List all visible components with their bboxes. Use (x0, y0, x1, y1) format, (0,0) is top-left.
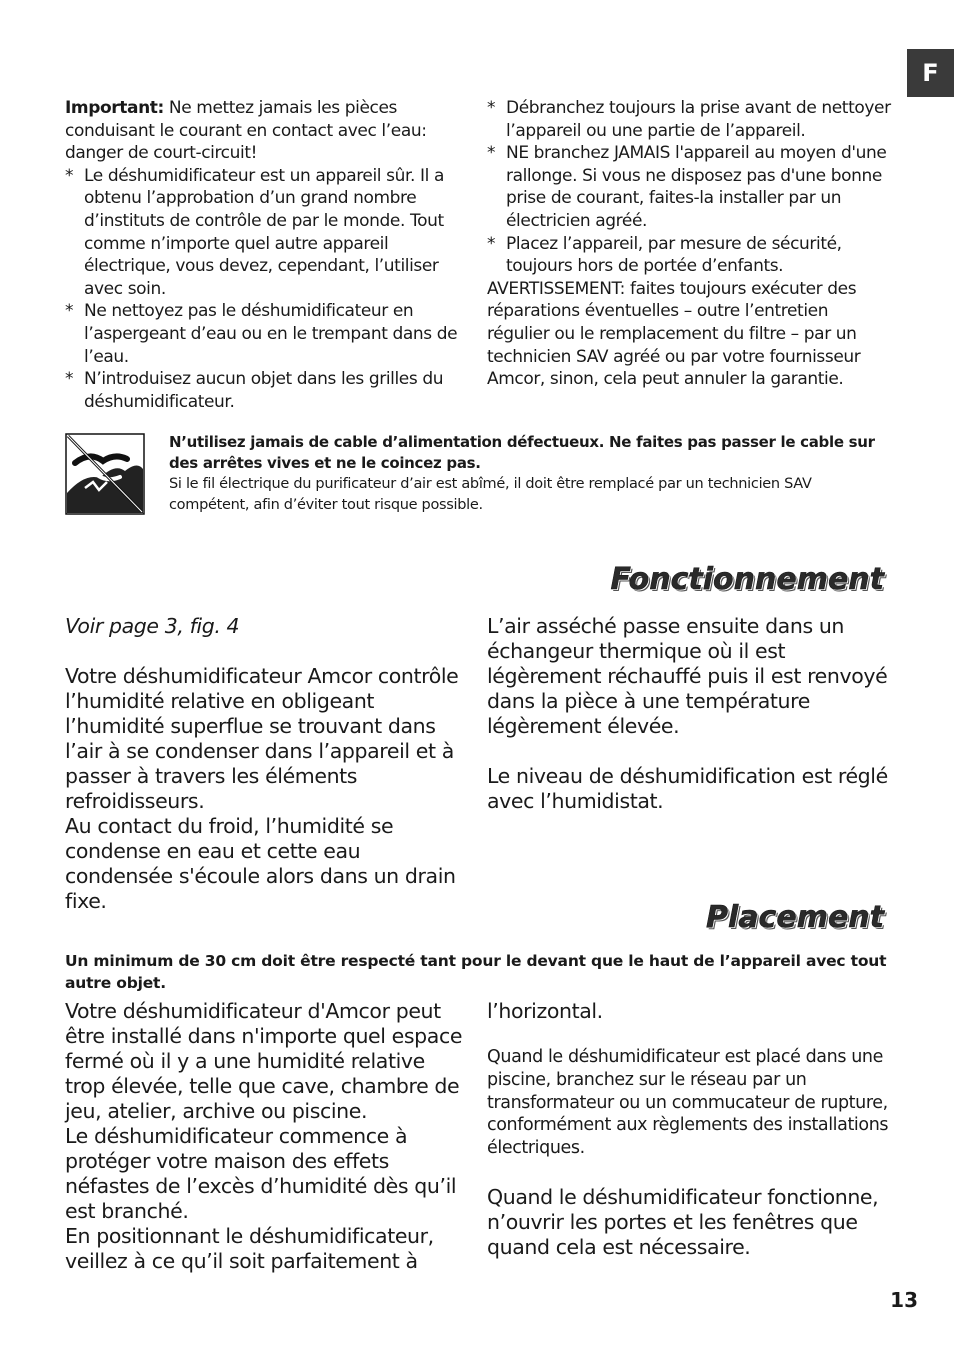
paragraph: Votre déshumidificateur Amcor contrôle l’humidité relative en obligeant l’humidité superflue se trouvant dans l’air à se condenser dans l’appareil et à passer à travers les éléments refroidisseurs. (65, 664, 459, 813)
important-paragraph (65, 97, 470, 165)
placement-right-column (487, 999, 892, 1260)
warning-paragraph: AVERTISSEMENT: faites toujours exécuter des réparations éventuelles – outre l’entretien régulier ou le remplacement du filtre – par un technicien SAV agréé ou par votre fournisseur Amcor, sinon, cela peut annuler la garantie. (487, 278, 861, 390)
bullet-star: * (65, 301, 74, 322)
list-item: * Ne nettoyez pas le déshumidificateur en l’aspergeant d’eau ou en le trempant dans de l’eau. (65, 301, 458, 367)
section-title-placement: Placement (706, 900, 884, 935)
page-number: 13 (890, 1288, 918, 1312)
paragraph: Votre déshumidificateur d'Amcor peut être installé dans n'importe quel espace fermé où il y a une humidité relative trop élevée, telle que cave, chambre de jeu, atelier, archive ou piscine. (65, 999, 463, 1123)
paragraph: Quand le déshumidificateur est placé dans une piscine, branchez sur le réseau par un transformateur ou un commucateur de rupture, conformément aux règlements des installations électriques. (487, 1047, 889, 1159)
bullet-star: * (65, 165, 74, 186)
paragraph: Le niveau de déshumidification est réglé avec l’humidistat. (487, 764, 888, 813)
paragraph: Le déshumidificateur commence à protéger votre maison des effets néfastes de l’excès d’humidité dès qu’il est branché. (65, 1124, 457, 1223)
important-text: Ne mettez jamais les pièces conduisant le courant en contact avec l’eau: danger de court-circuit! (65, 98, 427, 164)
cable-warning (169, 432, 889, 516)
cable-warning-bold: N’utilisez jamais de cable d’alimentation défectueux. Ne faites pas passer le cable sur des arrêtes vives et ne le coincez pas. (169, 433, 875, 472)
placement-left-column (65, 999, 470, 1274)
paragraph: En positionnant le déshumidificateur, veillez à ce qu’il soit parfaitement à (65, 1224, 434, 1273)
fonctionnement-right-column (487, 614, 892, 814)
list-item: * NE branchez JAMAIS l'appareil au moyen d'une rallonge. Si vous ne disposez pas d'une bonne prise de courant, faites-la installer par un électricien agréé. (487, 143, 887, 231)
language-tab (907, 49, 954, 97)
safety-right-column (487, 97, 892, 391)
list-item: * Débranchez toujours la prise avant de nettoyer l’appareil ou une partie de l’appareil. (487, 98, 891, 141)
bullet-star: * (65, 369, 74, 390)
important-label: Important: (65, 98, 164, 118)
list-item: * Le déshumidificateur est un appareil sûr. Il a obtenu l’approbation d’un grand nombre d’instituts de contrôle de par le monde. Tout comme n’importe quel autre appareil électrique, vous devez, cependant, l’utiliser avec soin. (65, 165, 444, 299)
paragraph: L’air asséché passe ensuite dans un échangeur thermique où il est légèrement réchauffé puis il est renvoyé dans la pièce à une température légèrement élevée. (487, 614, 888, 738)
bullet-star: * (487, 233, 496, 254)
language-tab-label: F (922, 59, 939, 87)
fonctionnement-left-column (65, 614, 470, 914)
damaged-cable-icon (65, 433, 145, 515)
figure-reference: Voir page 3, fig. 4 (65, 614, 240, 638)
bullet-star: * (487, 143, 496, 164)
paragraph: Quand le déshumidificateur fonctionne, n’ouvrir les portes et les fenêtres que quand cela est nécessaire. (487, 1184, 879, 1259)
placement-bold-note: Un minimum de 30 cm doit être respecté tant pour le devant que le haut de l’appareil avec tout autre objet. (65, 952, 887, 992)
bullet-star: * (487, 98, 496, 118)
cable-warning-normal: Si le fil électrique du purificateur d’air est abîmé, il doit être remplacé par un technicien SAV compétent, afin d’éviter tout risque possible. (169, 476, 812, 513)
paragraph: Au contact du froid, l’humidité se condense en eau et cette eau condensée s'écoule alors dans un drain fixe. (65, 814, 456, 913)
paragraph: l’horizontal. (487, 999, 603, 1023)
list-item: * N’introduisez aucun objet dans les grilles du déshumidificateur. (65, 369, 444, 412)
section-title-fonctionnement: Fonctionnement (610, 562, 884, 597)
list-item: * Placez l’appareil, par mesure de sécurité, toujours hors de portée d’enfants. (487, 233, 842, 277)
safety-left-column (65, 97, 470, 413)
